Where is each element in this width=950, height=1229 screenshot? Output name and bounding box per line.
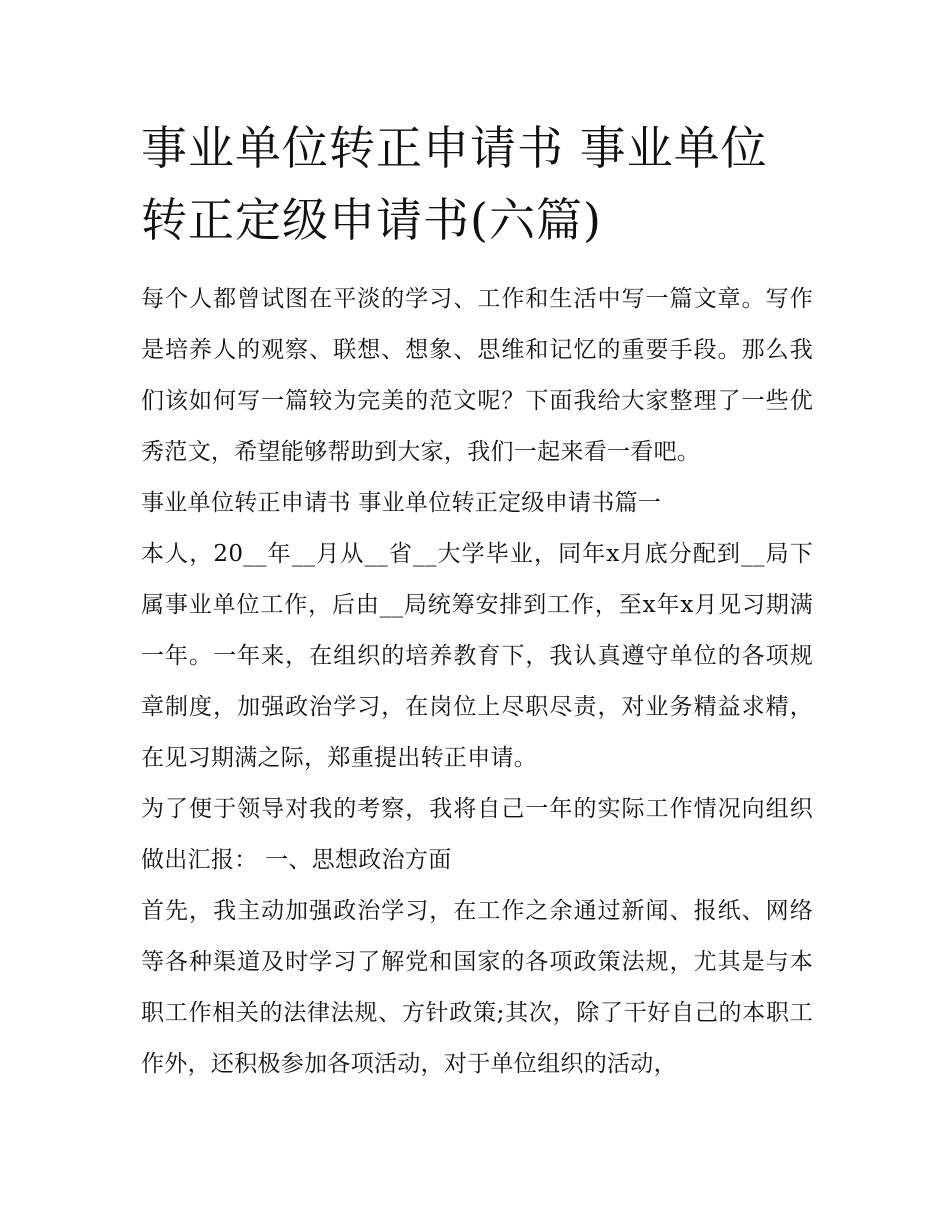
document-title: 事业单位转正申请书 事业单位转正定级申请书(六篇) <box>141 121 768 247</box>
body-paragraph-3: 首先，我主动加强政治学习，在工作之余通过新闻、报纸、网络等各种渠道及时学习了解党和国家的各项政策法规，尤其是与本职工作相关的法律法规、方针政策;其次，除了干好自己的本职工作外，还积极参加各项活动，对于单位组织的活动， <box>141 898 813 1077</box>
intro-paragraph: 每个人都曾试图在平淡的学习、工作和生活中写一篇文章。写作是培养人的观察、联想、想象、思维和记忆的重要手段。那么我们该如何写一篇较为完美的范文呢？下面我给大家整理了一些优秀范文，希望能够帮助到大家，我们一起来看一看吧。 <box>141 286 813 465</box>
section-heading: 事业单位转正申请书 事业单位转正定级申请书篇一 <box>141 490 662 516</box>
body-paragraph-1: 本人，20__年__月从__省__大学毕业，同年x月底分配到__局下属事业单位工作，后由__局统筹安排到工作，至x年x月见习期满一年。一年来，在组织的培养教育下，我认真遵守单位的各项规章制度，加强政治学习，在岗位上尽职尽责，对业务精益求精，在见习期满之际，郑重提出转正申请。 <box>141 541 813 771</box>
body-paragraph-2: 为了便于领导对我的考察，我将自己一年的实际工作情况向组织做出汇报： 一、思想政治方面 <box>141 796 813 873</box>
document-body <box>141 112 813 1090</box>
